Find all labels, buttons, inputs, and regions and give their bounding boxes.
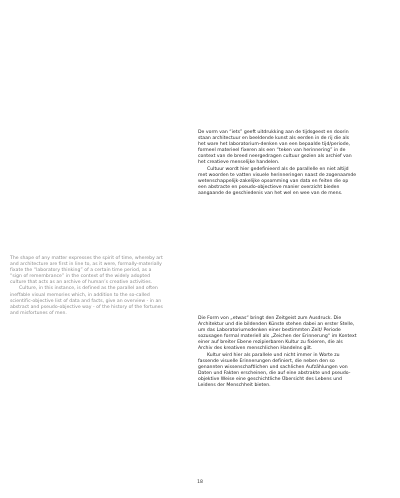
german-paragraph-2: Kultur wird hier als parallele und nicht immer in Worte zu fassende visuelle Erinnerungen definiert, die neben den so genannten wissenschaftlichen und sachlichen Aufzählungen von Daten und Fakten erscheinen, die auf eine abstrakte und pseudo-objektive Weise eine geschichtliche Übersicht des Lebens und Leidens der Menschheit bieten. xyxy=(198,352,351,389)
dutch-paragraph-2: Cultuur wordt hier gedefinieerd als de parallelle en niet altijd met woorden te vatten visuele herinneringen naast de zogenaamde wetenschappelijk-zakelijke opsomming van data en feiten die op een abstracte en pseudo-objectieve manier overzicht bieden aangaande de geschiedenis van het wel en wee van de mens. xyxy=(198,166,357,196)
german-text-block xyxy=(198,316,358,389)
page-number: 18 xyxy=(197,480,203,485)
german-paragraph-1: Die Form von „etwas“ bringt den Zeitgeist zum Ausdruck. Die Architektur und die bildenden Künste stehen dabei an erster Stelle, um das Laboratoriumsdenken einer bestimmten Zeit/ Periode sozusagen formal materiell als „Zeichen der Erinnerung“ im Kontext einer auf breiter Ebene rezipierbaren Kultur zu fixieren, die als Archiv des kreativen menschlichen Handelns gilt. xyxy=(198,316,357,352)
dutch-paragraph-1: De vorm van “iets” geeft uitdrukking aan de tijdsgeest en doorin staan architectuur en beeldende kunst als eerden in de rij die als het ware het laboratorium-denken van een bepaalde tijd/periode, formeel materieel fixeren als een “teken van herinnering” in de context van de breed neergedragen cultuur gezien als archief van het creatieve menselijke handelen. xyxy=(198,130,352,166)
dutch-text-block xyxy=(198,130,358,197)
english-paragraph-2: Culture, in this instance, is defined as the parallel and often ineffable visual memories which, in addition to the so-called scientific-objective list of data and facts, give an overview - in an abstract and pseudo-objective way - of the history of the fortunes and misfortunes of men. xyxy=(10,286,163,316)
english-text-block xyxy=(10,256,164,317)
english-paragraph-1: The shape of any matter expresses the spirit of time, whereby art and architecture are first in line to, as it were, formally-materially fixate the “laboratory thinking” of a certain time period, as a “sign of remembrance” in the context of the widely adopted culture that acts as an archive of human’s creative activities. xyxy=(10,256,163,286)
